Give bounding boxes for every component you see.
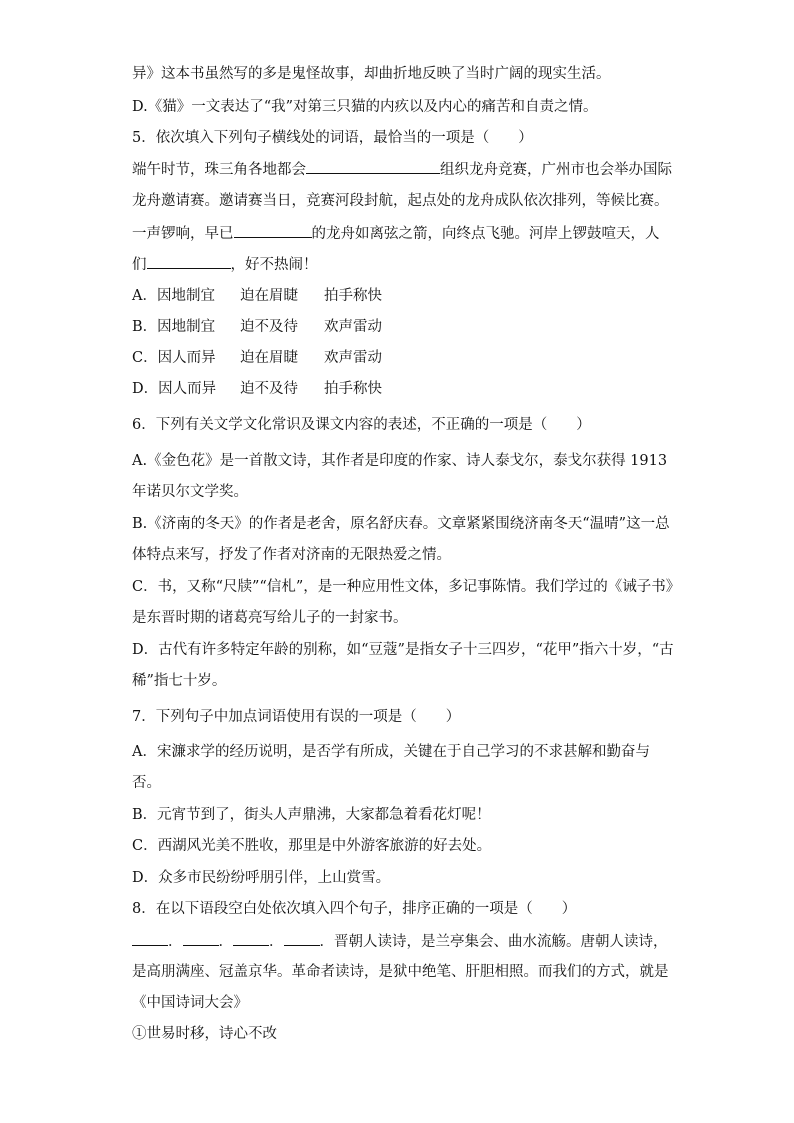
passage-text: 们 — [132, 257, 147, 273]
question-8-sentence-1: ①世易时移，诗心不改 — [132, 1026, 277, 1042]
question-6-option-b-cont: 体特点来写，抒发了作者对济南的无限热爱之情。 — [132, 547, 451, 563]
question-7-option-a-cont: 否。 — [132, 775, 161, 791]
question-7-option-a: A．宋濂求学的经历说明，是否学有所成，关键在于自己学习的不求甚解和勤奋与 — [132, 744, 650, 760]
option-word: 迫不及待 — [240, 319, 298, 335]
question-5-stem: 5．依次填入下列句子横线处的词语，最恰当的一项是（ ） — [132, 130, 533, 146]
question-7-option-d: D．众多市民纷纷呼朋引伴，上山赏雪。 — [132, 870, 391, 886]
passage-text: 的龙舟如离弦之箭，向终点飞驰。河岸上锣鼓喧天，人 — [311, 226, 660, 242]
fill-blank — [147, 254, 231, 269]
question-6-option-c-cont: 是东晋时期的诸葛亮写给儿子的一封家书。 — [132, 610, 408, 626]
fill-blank — [183, 931, 219, 946]
question-5-option-c — [132, 348, 382, 368]
question-5-passage-line: 龙舟邀请赛。邀请赛当日，竞赛河段封航，起点处的龙舟成队依次排列，等候比赛。 — [132, 193, 669, 209]
blank-separator: ． — [218, 934, 233, 950]
question-7-option-c: C．西湖风光美不胜收，那里是中外游客旅游的好去处。 — [132, 838, 492, 854]
option-label: C．因人而异 — [132, 350, 216, 366]
question-5-passage-line — [132, 159, 672, 180]
question-6-option-b: B.《济南的冬天》的作者是老舍，原名舒庆春。文章紧紧围绕济南冬天“温晴”这一总 — [132, 516, 670, 532]
question-5-passage-line — [132, 223, 660, 244]
option-word: 欢声雷动 — [324, 350, 382, 366]
passage-text: 一声锣响，早已 — [132, 226, 234, 242]
question-5-option-b — [132, 317, 382, 337]
question-6-option-a-cont: 年诺贝尔文学奖。 — [132, 484, 248, 500]
option-word: 迫在眉睫 — [240, 350, 298, 366]
text-line: 异》这本书虽然写的多是鬼怪故事，却曲折地反映了当时广阔的现实生活。 — [132, 66, 611, 82]
question-5-option-a — [132, 286, 382, 306]
option-label: D．因人而异 — [132, 381, 217, 397]
passage-text: ．晋朝人读诗，是兰亭集会、曲水流觞。唐朝人读诗， — [319, 934, 668, 950]
question-6-option-d: D．古代有许多特定年龄的别称，如“豆蔻”是指女子十三四岁，“花甲”指六十岁，“古 — [132, 642, 674, 658]
passage-text: ，好不热闹！ — [230, 257, 318, 273]
blank-separator: ． — [168, 934, 183, 950]
option-word: 迫在眉睫 — [240, 288, 298, 304]
fill-blank — [284, 931, 320, 946]
question-6-stem: 6．下列有关文学文化常识及课文内容的表述，不正确的一项是（ ） — [132, 417, 591, 433]
option-word: 迫不及待 — [240, 381, 298, 397]
question-7-option-b: B．元宵节到了，街头人声鼎沸，大家都急着看花灯呢！ — [132, 807, 491, 823]
question-8-stem: 8．在以下语段空白处依次填入四个句子，排序正确的一项是（ ） — [132, 901, 577, 917]
option-label: B．因地制宜 — [132, 319, 216, 335]
passage-text: 端午时节，珠三角各地都会 — [132, 162, 306, 178]
blank-separator: ． — [269, 934, 284, 950]
question-7-stem: 7．下列句子中加点词语使用有误的一项是（ ） — [132, 709, 461, 725]
question-6-option-d-cont: 稀”指七十岁。 — [132, 673, 227, 689]
question-6-option-a: A.《金色花》是一首散文诗，其作者是印度的作家、诗人泰戈尔，泰戈尔获得 1913 — [132, 453, 668, 469]
fill-blank — [306, 159, 440, 174]
question-5-option-d — [132, 379, 382, 399]
option-word: 拍手称快 — [324, 381, 382, 397]
fill-blank — [132, 931, 168, 946]
question-8-passage-line — [132, 931, 668, 952]
question-5-passage-line — [132, 254, 318, 275]
text-line: D.《猫》一文表达了“我”对第三只猫的内疚以及内心的痛苦和自责之情。 — [132, 99, 598, 115]
question-8-passage-line: 《中国诗词大会》 — [132, 995, 248, 1011]
fill-blank — [234, 223, 312, 238]
fill-blank — [233, 931, 269, 946]
passage-text: 组织龙舟竞赛，广州市也会举办国际 — [440, 162, 672, 178]
question-6-option-c: C．书，又称“尺牍”“信札”，是一种应用性文体，多记事陈情。我们学过的《诫子书》 — [132, 579, 681, 595]
option-word: 拍手称快 — [324, 288, 382, 304]
question-8-passage-line: 是高朋满座、冠盖京华。革命者读诗，是狱中绝笔、肝胆相照。而我们的方式，就是 — [132, 964, 669, 980]
option-word: 欢声雷动 — [324, 319, 382, 335]
option-label: A．因地制宜 — [132, 288, 215, 304]
